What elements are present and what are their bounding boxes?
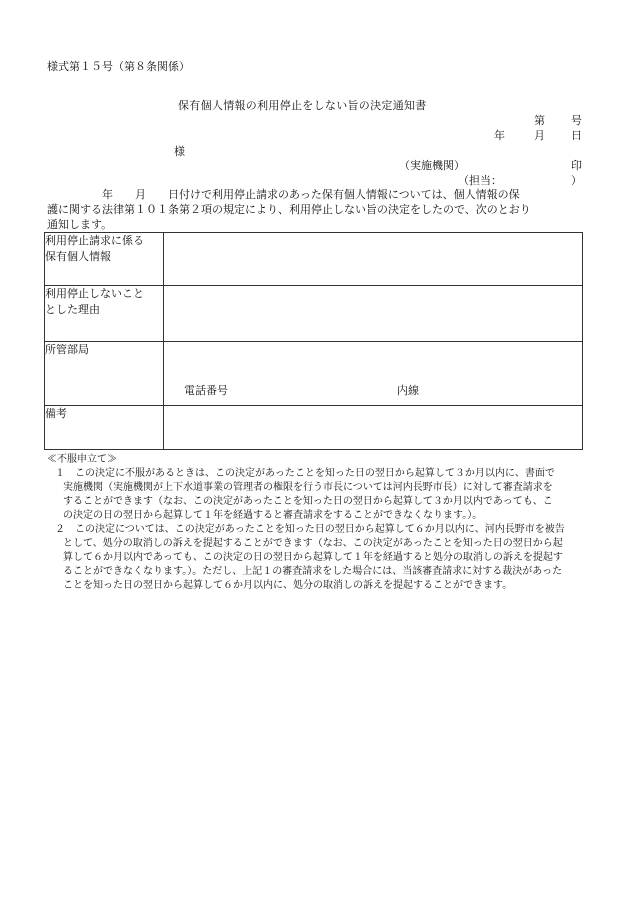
body-line: 通知します。 <box>47 218 113 231</box>
table-row <box>45 406 583 450</box>
department-field[interactable] <box>164 342 583 406</box>
appeal-line: 実施機関（実施機関が上下水道事業の管理者の権限を行う市長については河内長野市長）に対して審査請求を <box>63 482 553 493</box>
appeal-line: ２ この決定については、この決定があったことを知った日の翌日から起算して６か月以内に、河内長野市を被告 <box>55 524 565 535</box>
label-line: 利用停止請求に係る <box>45 234 144 247</box>
label-line: 保有個人情報 <box>45 250 111 263</box>
agency-label: （実施機関） <box>399 159 465 172</box>
appeal-line: することができます（なお、この決定があったことを知った日の翌日から起算して３か月以内であっても、こ <box>63 496 553 507</box>
number-suffix: 号 <box>571 114 582 127</box>
appeal-line: １ この決定に不服があるときは、この決定があったことを知った日の翌日から起算して３か月以内に、書面で <box>55 468 555 479</box>
appeal-line: 算して６か月以内であっても、この決定の日の翌日から起算して１年を経過すると処分の取消しの訴えを提起す <box>63 552 563 563</box>
document-title: 保有個人情報の利用停止をしない旨の決定通知書 <box>178 99 427 112</box>
form-number: 様式第１５号（第８条関係） <box>47 60 190 73</box>
appeal-line: ことを知った日の翌日から起算して６か月以内に、処分の取消しの訴えを提起することができます。 <box>63 580 513 591</box>
row-label-target-info <box>45 233 164 286</box>
notice-body <box>47 187 585 232</box>
table-row <box>45 286 583 342</box>
row-label-department: 所管部局 <box>45 342 164 406</box>
date-day: 日 <box>571 129 582 142</box>
table-row <box>45 233 583 286</box>
appeal-line: ることができなくなります。）。ただし、上記１の審査請求をした場合には、当該審査請求に対する裁決があった <box>63 566 563 577</box>
contact-open: （担当： <box>458 174 502 187</box>
addressee-suffix: 様 <box>174 145 185 158</box>
appeal-heading: ≪不服申立て≫ <box>47 454 117 465</box>
body-line: 護に関する法律第１０１条第２項の規定により、利用停止しない旨の決定をしたので、次のとおり <box>47 203 531 216</box>
appeal-line: として、処分の取消しの訴えを提起することができます（なお、この決定があったことを知った日の翌日から起 <box>63 538 563 549</box>
row-label-reason <box>45 286 164 342</box>
number-prefix: 第 <box>534 114 545 127</box>
appeal-line: の決定の日の翌日から起算して１年を経過すると審査請求をすることができなくなります。）。 <box>63 510 483 521</box>
target-info-field[interactable] <box>164 233 583 286</box>
phone-label: 電話番号 <box>184 384 228 397</box>
body-line: 年 月 日付けで利用停止請求のあった保有個人情報については、個人情報の保 <box>47 188 520 201</box>
table-row <box>45 342 583 406</box>
label-line: 利用停止しないこと <box>45 287 144 300</box>
date-year: 年 <box>494 129 505 142</box>
appeal-item-1 <box>47 467 592 523</box>
seal-mark: 印 <box>571 159 582 172</box>
row-label-remarks: 備考 <box>45 406 164 450</box>
contact-close: ） <box>571 174 582 187</box>
label-line: とした理由 <box>45 303 100 316</box>
appeal-item-2 <box>47 523 592 593</box>
appeal-section <box>47 453 592 593</box>
extension-label: 内線 <box>397 384 419 397</box>
reason-field[interactable] <box>164 286 583 342</box>
date-month: 月 <box>534 129 545 142</box>
remarks-field[interactable] <box>164 406 583 450</box>
details-table <box>44 232 583 450</box>
